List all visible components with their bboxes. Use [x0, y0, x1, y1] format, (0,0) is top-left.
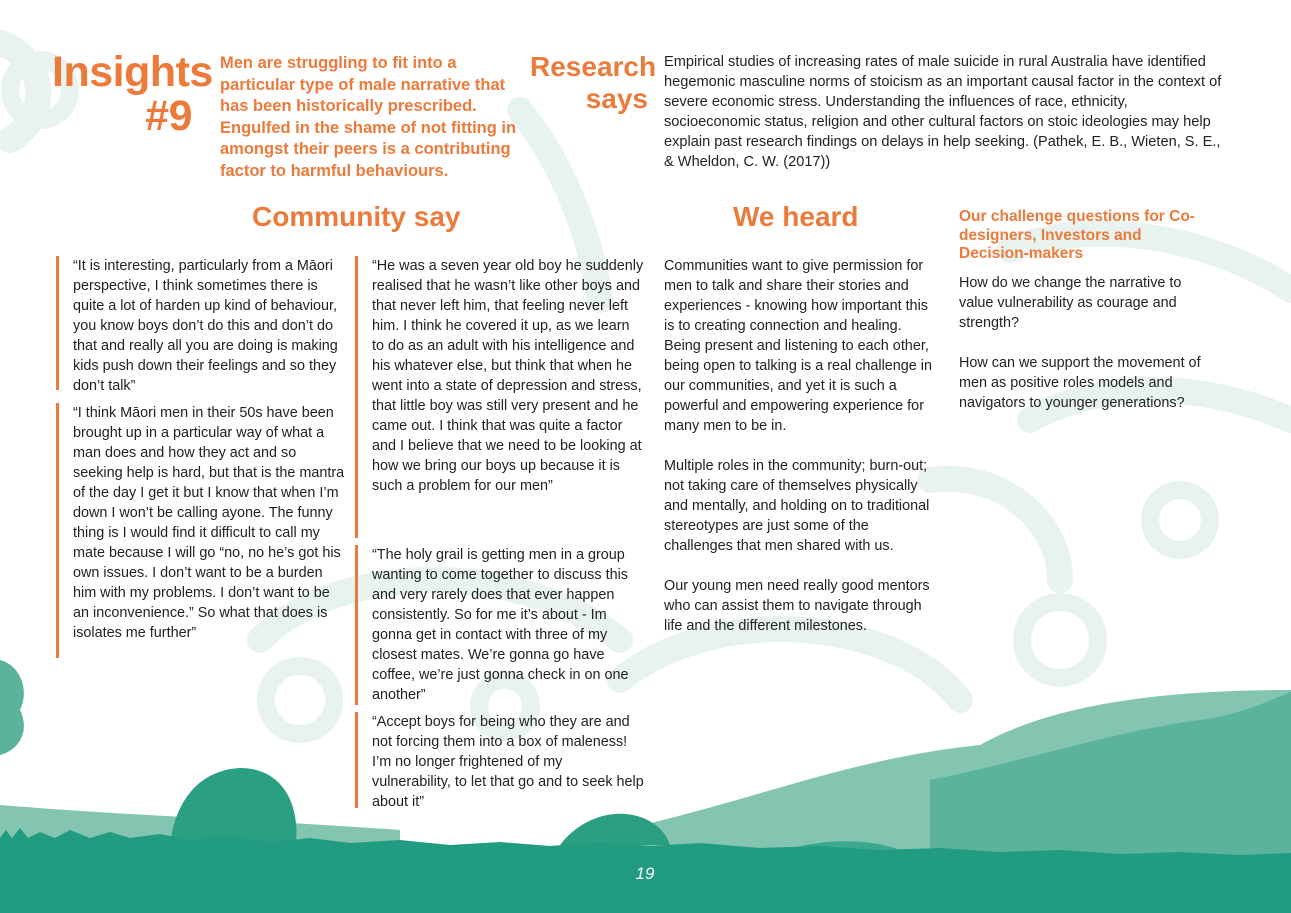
research-says-text: Empirical studies of increasing rates of male suicide in rural Australia have identified hegemonic masculine norms of stoicism as an important causal factor in the context of severe economic stress. Understanding the influences of race, ethnicity, socioeconomic status, religion and other cultural factors on stoic ideologies may help explain past research findings on delays in help seeking. (Pathek, E. B., Wieten, S. E., & Wheldon, C. W. (2017)) [664, 54, 1222, 170]
challenge-questions-heading: Our challenge questions for Co-designers, Investors and Decision-makers [959, 208, 1195, 262]
insight-number: #9 [145, 92, 192, 140]
we-heard-body [664, 256, 932, 656]
we-heard-paragraph: Our young men need really good mentors who can assist them to navigate through life and the different milestones. [664, 578, 930, 634]
community-quote: “He was a seven year old boy he suddenly realised that he wasn’t like other boys and that never left him, that feeling never left him. I think he covered it up, as we learn to do as an adult with his intelligence and his whatever else, but think that when he went into a state of depression and stress, that little boy was still very present and he came out. I think that was quite a factor and I believe that we need to be looking at how we bring our boys up because it is such a problem for our men” [355, 256, 645, 538]
research-says-title [530, 51, 657, 115]
tree-left [0, 660, 24, 755]
insight-title [52, 48, 213, 140]
bush-center-left [170, 768, 297, 845]
bush-center-right [560, 814, 670, 845]
insight-statement: Men are struggling to fit into a particular type of male narrative that has been historically prescribed. Engulfed in the shame of not fitting in amongst their peers is a contributing factor to harmful behaviours. [220, 54, 517, 180]
challenge-question: How do we change the narrative to value vulnerability as courage and strength? [959, 275, 1182, 331]
community-quote: “It is interesting, particularly from a Māori perspective, I think sometimes there is quite a lot of harden up kind of behaviour, you know boys don’t do this and don’t do that and really all you are doing is making kids push down their feelings and so they don’t talk” [56, 256, 346, 390]
challenge-question: How can we support the movement of men as positive roles models and navigators to younger generations? [959, 355, 1201, 411]
community-quote: “I think Māori men in their 50s have been brought up in a particular way of what a man does and how they act and so seeking help is hard, but that is the mantra of the day I get it but I know that when I’m down I won’t be calling ayone. The funny thing is I would find it difficult to call my mate because I will go “no, no he’s got his own issues. I don’t want to be a burden him with my problems. I don’t want to be an inconvenience.” So what that does is isolates me further” [56, 403, 346, 658]
research-title-line2: says [585, 83, 648, 114]
challenge-questions-body [959, 273, 1219, 433]
we-heard-paragraph: Communities want to give permission for men to talk and share their stories and experiences - knowing how important this is to creating connection and healing. Being present and listening to each other, being open to talking is a real challenge in our communities, and yet it is such a powerful and empowering experience for many men to be in. [664, 258, 933, 434]
research-title-line1: Research [530, 51, 657, 82]
we-heard-paragraph: Multiple roles in the community; burn-out; not taking care of themselves physically and mentally, and holding on to traditional stereotypes are just some of the challenges that men shared with us. [664, 458, 930, 554]
community-quote: “Accept boys for being who they are and not forcing them into a box of maleness! I’m no longer frightened of my vulnerability, to let that go and to seek help about it” [355, 712, 645, 808]
community-quote: “The holy grail is getting men in a group wanting to come together to discuss this and very rarely does that ever happen consistently. So for me it’s about - Im gonna get in contact with three of my closest mates. We’re gonna go have coffee, we’re just gonna check in on one another” [355, 545, 645, 705]
insight-title-line1: Insights [52, 48, 213, 96]
community-say-heading: Community say [252, 201, 461, 232]
we-heard-heading: We heard [733, 201, 859, 232]
page-number: 19 [635, 864, 655, 883]
